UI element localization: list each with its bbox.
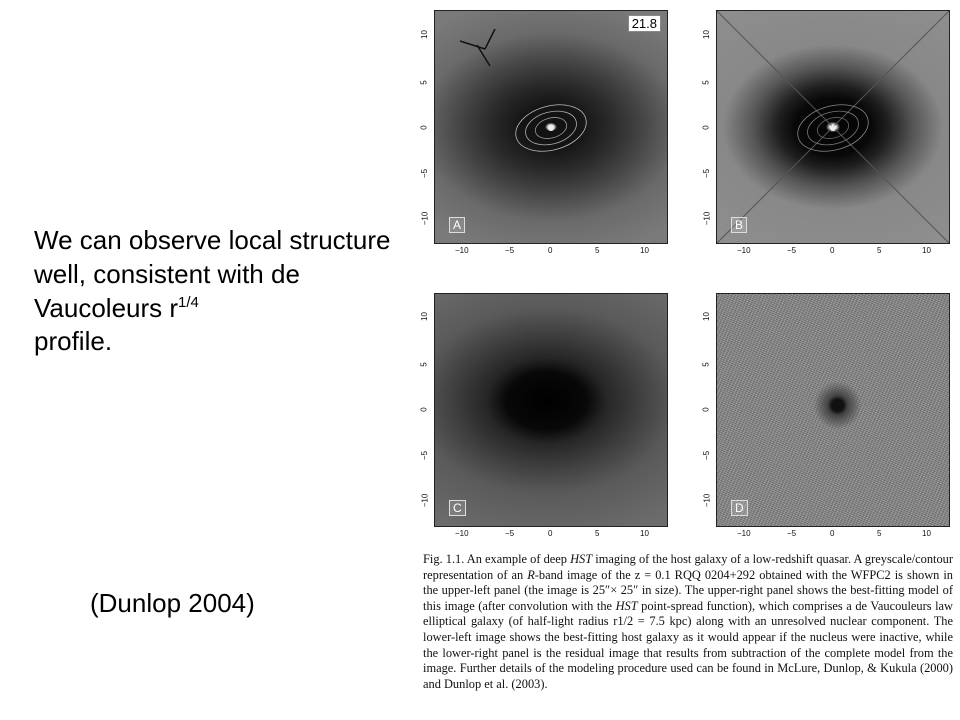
y-tick: 5	[701, 362, 711, 367]
x-tick: 5	[595, 529, 600, 538]
compass-arrows-icon	[460, 29, 495, 66]
figure-panel-d	[716, 293, 950, 527]
x-tick: 0	[830, 246, 835, 255]
x-tick: 0	[548, 246, 553, 255]
figure-panel-c	[434, 293, 668, 527]
y-tick: −5	[420, 450, 430, 461]
caption-hst: HST	[570, 552, 593, 566]
slide-body-text	[34, 224, 394, 359]
figure-caption	[423, 552, 953, 692]
y-tick: 5	[701, 80, 711, 85]
x-tick: 10	[922, 246, 931, 255]
y-tick: −10	[420, 211, 430, 226]
y-tick: −5	[420, 168, 430, 179]
caption-text-4: point-spread function), which comprises a de Vaucouleurs law elliptical galaxy (of half-light radius r1/2 = 7.5 kpc) along with an unresolved nuclear component. The lower-left image shows the best-fitting host galaxy as it would appear if the nucleus were inactive, while the lower-right panel is the residual image that results from subtraction of the complete model from the image. Further details of the modeling procedure used can be found in McLure, Dunlop, & Kukula (2000) and Dunlop et al. (2003).	[423, 598, 953, 691]
caption-text-1: An example of deep	[464, 552, 571, 566]
x-tick: −10	[455, 529, 469, 538]
x-tick: 5	[595, 246, 600, 255]
caption-prefix: Fig. 1.1.	[423, 552, 465, 566]
x-tick: −5	[787, 246, 797, 255]
y-tick: 0	[419, 407, 429, 412]
y-tick: 10	[701, 30, 711, 39]
body-tail: profile.	[34, 326, 113, 357]
body-text: We can observe local structure well, consistent with de Vaucoleurs r	[34, 225, 391, 323]
figure-panel-b	[716, 10, 950, 244]
x-tick: −10	[455, 246, 469, 255]
x-tick: 10	[640, 529, 649, 538]
y-tick: 0	[701, 125, 711, 130]
panel-label-c: C	[449, 500, 466, 516]
x-tick: 5	[877, 246, 882, 255]
x-tick: 10	[640, 246, 649, 255]
y-tick: 0	[701, 407, 711, 412]
y-tick: 5	[419, 80, 429, 85]
body-superscript: 1/4	[178, 293, 199, 311]
x-tick: 5	[877, 529, 882, 538]
x-tick: 0	[548, 529, 553, 538]
x-tick: −10	[737, 246, 751, 255]
magnitude-label: 21.8	[628, 15, 661, 32]
citation: (Dunlop 2004)	[90, 588, 255, 618]
x-tick: −10	[737, 529, 751, 538]
y-tick: 0	[419, 125, 429, 130]
panel-label-b: B	[731, 217, 747, 233]
x-tick: −5	[787, 529, 797, 538]
y-tick: 10	[419, 30, 429, 39]
y-tick: 10	[419, 312, 429, 321]
y-tick: −5	[702, 450, 712, 461]
panel-label-d: D	[731, 500, 748, 516]
y-tick: 5	[419, 362, 429, 367]
caption-rband: R	[527, 567, 535, 582]
x-tick: 0	[830, 529, 835, 538]
y-tick: −10	[702, 493, 712, 508]
caption-hst-2: HST	[615, 598, 638, 613]
x-tick: 10	[922, 529, 931, 538]
caption-text-2: imaging of the host galaxy of a low-redshift quasar. A greyscale/contour representation of an	[423, 552, 953, 582]
x-tick: −5	[505, 246, 515, 255]
x-tick: −5	[505, 529, 515, 538]
caption-text-3: -band image of the z = 0.1 RQQ 0204+292 obtained with the WFPC2 is shown in the upper-left panel (the image is 25″× 25″ in size). The upper-right panel shows the best-fitting model of this image (after convolution with the	[423, 567, 953, 613]
panel-label-a: A	[449, 217, 465, 233]
figure-panel-a	[434, 10, 668, 244]
y-tick: 10	[701, 312, 711, 321]
y-tick: −5	[702, 168, 712, 179]
contour-overlay-a	[435, 11, 667, 243]
y-tick: −10	[702, 211, 712, 226]
y-tick: −10	[420, 493, 430, 508]
contour-overlay-b	[717, 11, 949, 243]
